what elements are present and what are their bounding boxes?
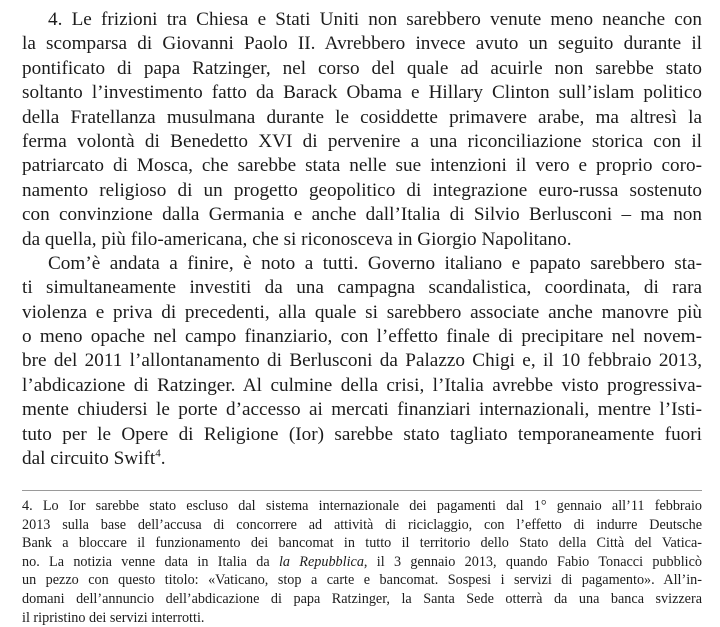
- text-line: l’abdicazione di Ratzinger. Al culmine della crisi, l’Italia avrebbe visto progressiva-: [22, 374, 702, 396]
- text-line: da quella, più filo-americana, che si riconosceva in Giorgio Napolitano.: [22, 228, 572, 250]
- text-line: ti simultaneamente investiti da una campagna scandalistica, coordinata, di rara: [22, 277, 702, 299]
- text-line: mente chiudersi le porte d’accesso ai mercati finanziari internazionali, mentre l’Isti-: [22, 399, 702, 421]
- text-line: con convinzione dalla Germania e anche dall’Italia di Silvio Berlusconi – ma non: [22, 204, 702, 226]
- text-line: tuto per le Opere di Religione (Ior) sarebbe stato tagliato temporaneamente fuori: [22, 423, 702, 445]
- text-line: violenza e priva di precedenti, alla quale si sarebbero associate anche manovre più: [22, 301, 702, 323]
- footnote-ref: 4: [155, 447, 161, 460]
- main-text: [22, 8, 702, 471]
- footnote-line: un pezzo con questo titolo: «Vaticano, stop a carte e bancomat. Sospesi i servizi di pagamento». All’in-: [22, 572, 702, 589]
- footnote-line: 2013 sulla base dell’accusa di concorrere ad attività di riciclaggio, con l’effetto di indurre Deutsche: [22, 516, 702, 533]
- paragraph-1: [22, 8, 702, 252]
- text-line: della Fratellanza musulmana durante le cosiddette primavere arabe, ma altresì la: [22, 106, 702, 128]
- text-line-content: dal circuito Swift: [22, 448, 156, 470]
- text-line: pontificato di papa Ratzinger, nel corso del quale ad acuirle non sarebbe stato: [22, 57, 702, 79]
- text-line: 4. Le frizioni tra Chiesa e Stati Uniti non sarebbero venute meno neanche con: [48, 9, 702, 30]
- text-line: dal circuito Swift$^4$.: [22, 447, 166, 470]
- text-line: bre del 2011 l’allontanamento di Berlusconi da Palazzo Chigi e, il 10 febbraio 2013,: [22, 350, 702, 372]
- text-line: Com’è andata a finire, è noto a tutti. Governo italiano e papato sarebbero sta-: [48, 252, 702, 274]
- text-line: o meno opache nel campo finanziario, con l’effetto finale di precipitare nel novem-: [22, 326, 702, 348]
- footnote-divider: [22, 490, 702, 491]
- text-line: patriarcato di Mosca, che sarebbe stata nelle sue intenzioni il vero e proprio coro-: [22, 155, 702, 177]
- text-line: la scomparsa di Giovanni Paolo II. Avrebbero invece avuto un seguito durante il: [22, 33, 702, 55]
- text-line: soltanto l’investimento fatto da Barack Obama e Hillary Clinton sull’islam politico: [22, 82, 702, 104]
- paragraph-2: [22, 252, 702, 472]
- footnote-line: il ripristino dei servizi interrotti.: [22, 609, 205, 626]
- footnote-line-rest: , il 3 gennaio 2013, quando Fabio Tonacci pubblicò: [363, 553, 703, 570]
- footnote-line-start: no. La notizia venne data in Italia da: [22, 553, 270, 570]
- text-line: ferma volontà di Benedetto XVI di pervenire a una riconciliazione storica con il: [22, 130, 702, 152]
- footnote: [22, 497, 702, 627]
- footnote-line: Bank a bloccare il funzionamento dei bancomat in tutto il territorio dello Stato della Città del Vatica-: [22, 535, 702, 552]
- footnote-line: domani dell’annuncio dell’abdicazione di papa Ratzinger, la Santa Sede otterrà da una banca svizzera: [22, 590, 702, 607]
- newspaper-name: la Repubblica: [278, 553, 364, 570]
- text-line: namento religioso di un progetto geopolitico di integrazione euro-russa sostenuto: [22, 179, 702, 201]
- footnote-line: 4. Lo Ior sarebbe stato escluso dal sistema internazionale dei pagamenti dal 1° gennaio all’11 febbraio: [22, 498, 702, 514]
- footnote-line: [22, 553, 702, 572]
